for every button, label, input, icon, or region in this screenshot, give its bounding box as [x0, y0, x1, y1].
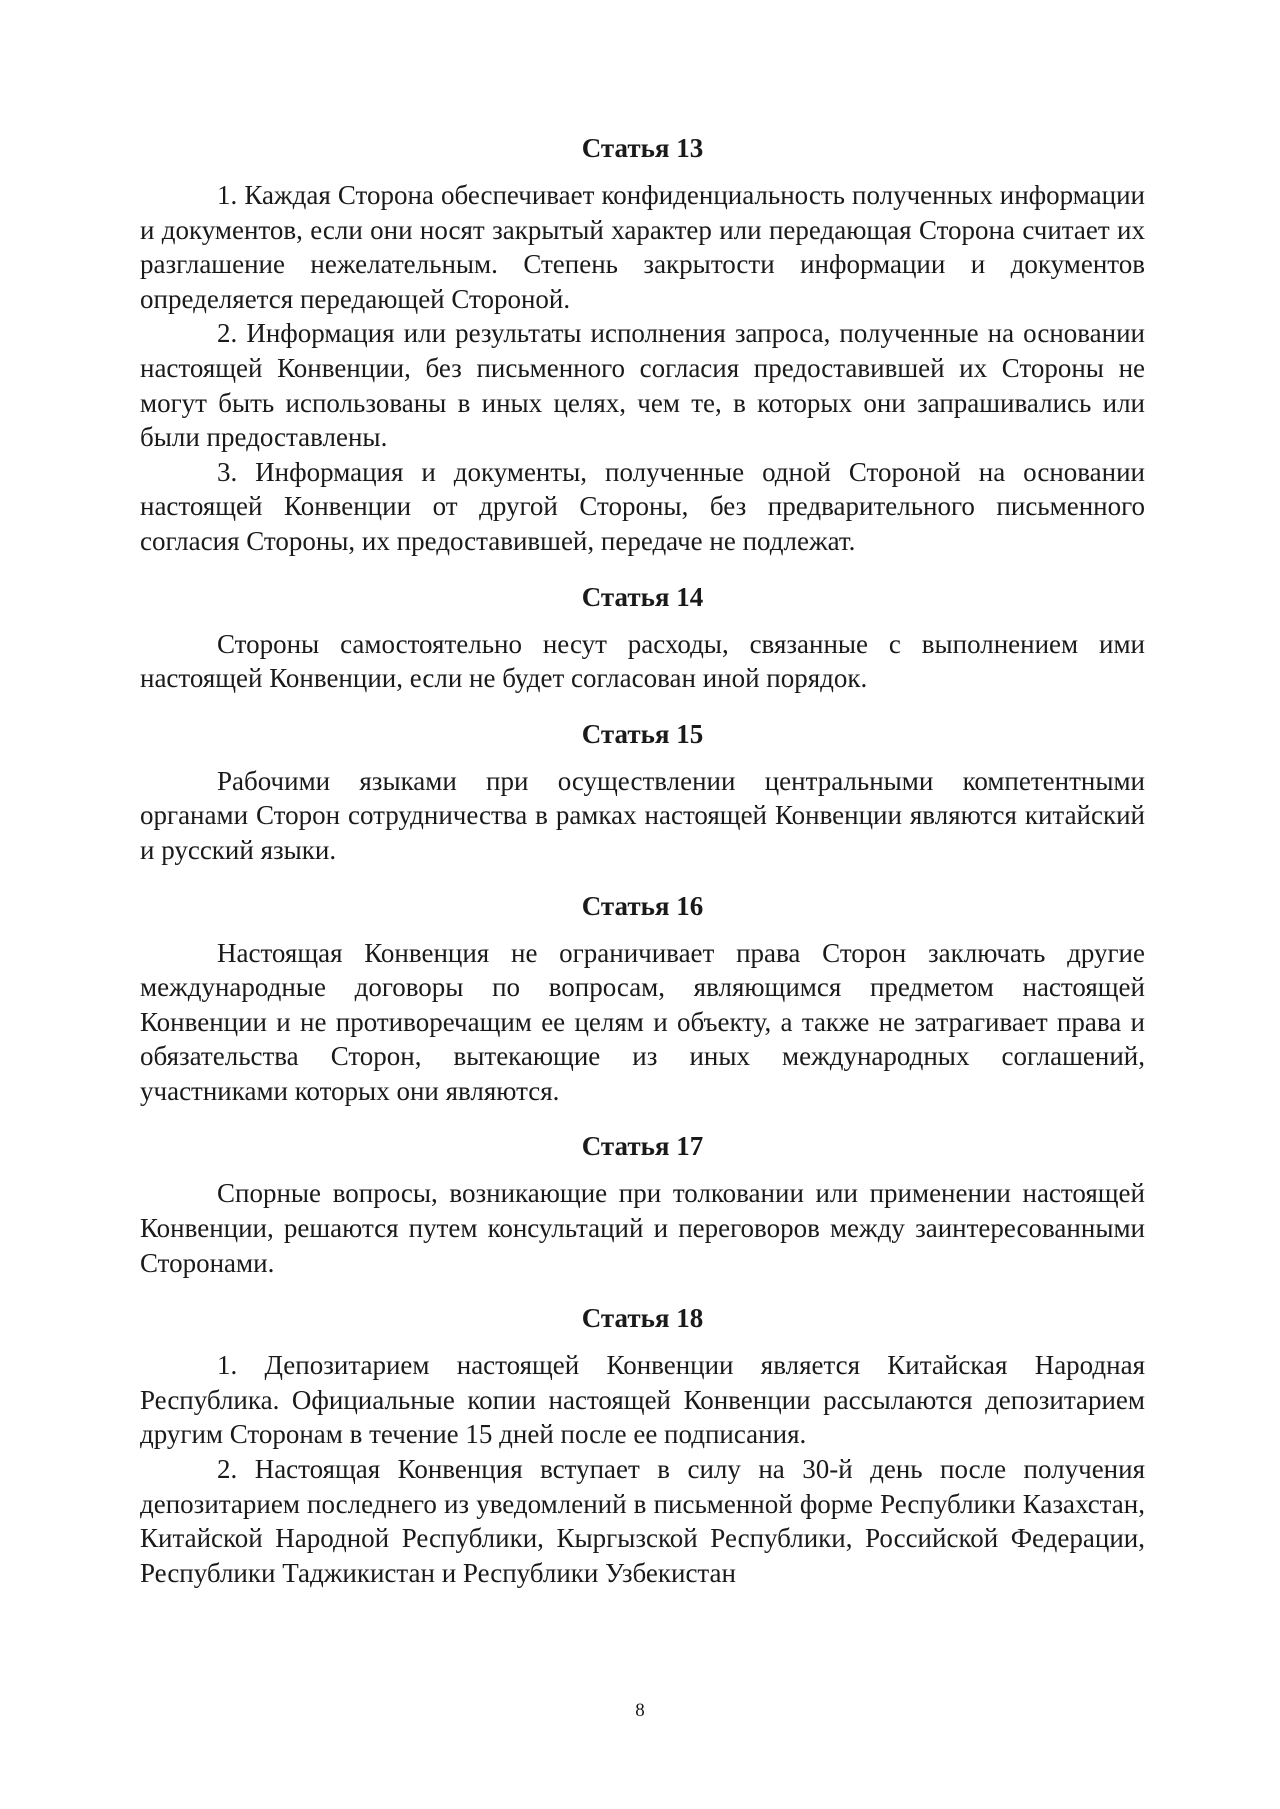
article-paragraph: 1. Каждая Сторона обеспечивает конфиденциальность полученных информации и документов, если они носят закрытый характер или передающая Сторона считает их разглашение нежелательным. Степень закрытости информации и документов определяется передающей Стороной.	[140, 180, 1145, 314]
article-paragraph: 2. Настоящая Конвенция вступает в силу на 30-й день после получения депозитарием последнего из уведомлений в письменной форме Республики Казахстан, Китайской Народной Республики, Кыргызской Республики, Российской Федерации, Республики Таджикистан и Республики Узбекистан	[140, 1454, 1145, 1588]
article-title: Статья 13	[581, 133, 704, 163]
article-paragraph: 3. Информация и документы, полученные одной Стороной на основании настоящей Конвенции от другой Стороны, без предварительного письменного согласия Стороны, их предоставившей, передаче не подлежат.	[140, 456, 1145, 556]
article-15	[140, 716, 1145, 868]
article-paragraph: Стороны самостоятельно несут расходы, связанные с выполнением ими настоящей Конвенции, если не будет согласован иной порядок.	[140, 628, 1145, 694]
article-title: Статья 15	[581, 718, 704, 749]
article-paragraph: Настоящая Конвенция не ограничивает права Сторон заключать другие международные договоры по вопросам, являющимся предметом настоящей Конвенции и не противоречащим ее целям и объекту, а также не затрагивает права и обязательства Сторон, вытекающие из иных международных соглашений, участниками которых они являются.	[140, 937, 1145, 1106]
page-number: 8	[635, 1700, 645, 1721]
article-title: Статья 16	[581, 890, 704, 921]
article-paragraph: Спорные вопросы, возникающие при толковании или применении настоящей Конвенции, решаются путем консультаций и переговоров между заинтересованными Сторонами.	[140, 1178, 1145, 1278]
article-paragraph: 2. Информация или результаты исполнения запроса, полученные на основании настоящей Конвенции, без письменного согласия предоставившей их Стороны не могут быть использованы в иных целях, чем те, в которых они запрашивались или были предоставлены.	[140, 318, 1145, 453]
article-13	[140, 130, 1145, 559]
article-14	[140, 579, 1145, 696]
article-paragraph: Рабочими языками при осуществлении центральными компетентными органами Сторон сотрудничества в рамках настоящей Конвенции являются китайский и русский языки.	[140, 765, 1145, 865]
article-paragraph: 1. Депозитарием настоящей Конвенции является Китайская Народная Республика. Официальные копии настоящей Конвенции рассылаются депозитарием другим Сторонам в течение 15 дней после ее подписания.	[140, 1350, 1145, 1450]
article-title: Статья 14	[581, 581, 704, 612]
document-page	[140, 130, 1145, 1590]
article-17	[140, 1128, 1145, 1280]
article-title: Статья 18	[581, 1303, 704, 1334]
article-18	[140, 1300, 1145, 1590]
article-title: Статья 17	[581, 1131, 704, 1162]
article-16	[140, 888, 1145, 1109]
